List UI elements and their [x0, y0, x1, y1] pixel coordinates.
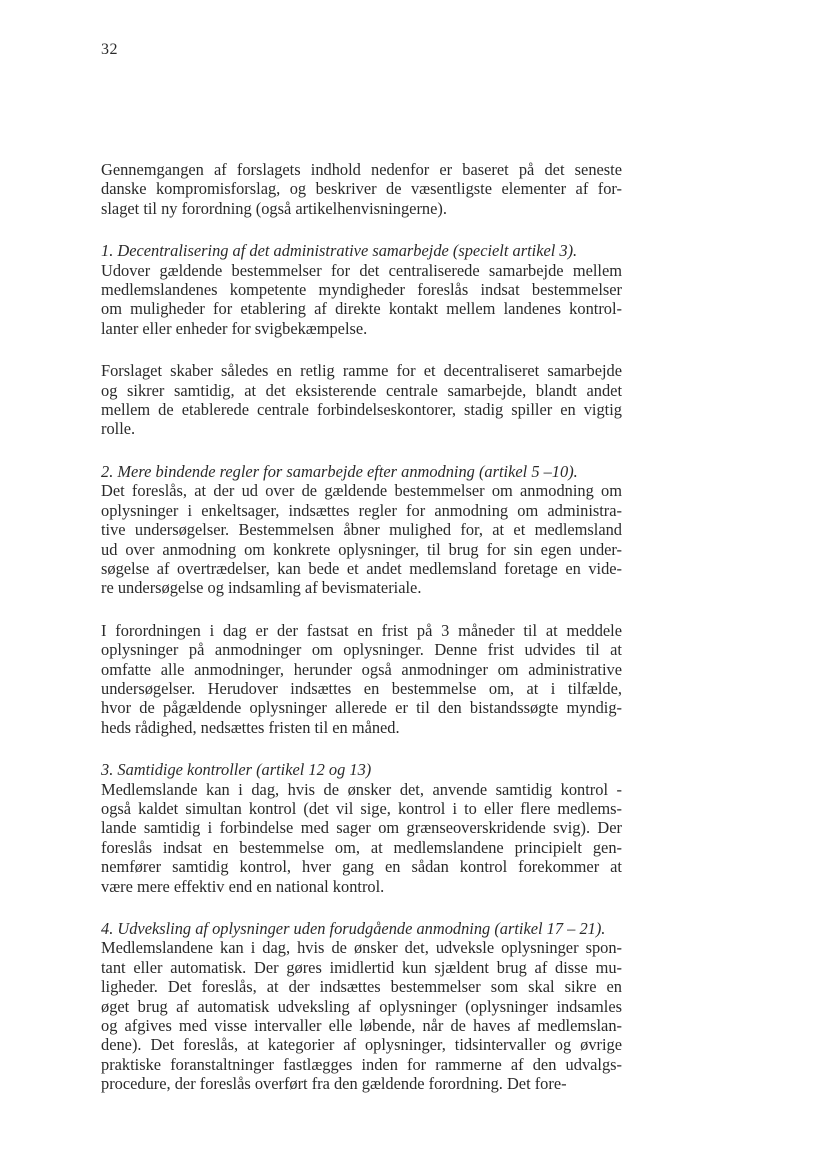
text-line: I forordningen i dag er der fastsat en frist på 3 måneder til at meddele [101, 620, 622, 640]
text-line: praktiske foranstaltninger fastlægges inden for rammerne af den udvalgs- [101, 1054, 622, 1074]
text-line: om muligheder for etablering af direkte kontakt mellem landenes kontrol- [101, 299, 622, 319]
text-line: rolle. [101, 419, 136, 439]
section-6 [101, 919, 622, 1094]
section-heading: 2. Mere bindende regler for samarbejde efter anmodning (artikel 5 –10). [101, 461, 578, 481]
section-paragraph [101, 938, 622, 1093]
text-line: lande samtidig i forbindelse med sager om grænseoverskridende svig). Der [101, 818, 622, 838]
section-3 [101, 462, 622, 598]
text-line: procedure, der foreslås overført fra den gældende forordning. Det fore- [101, 1074, 567, 1094]
text-line: dene). Det foreslås, at kategorier af oplysninger, tidsintervaller og øvrige [101, 1035, 622, 1055]
section-5 [101, 760, 622, 896]
text-line: foreslås indsat en bestemmelse om, at medlemslandene principielt gen- [101, 837, 622, 857]
section-heading: 1. Decentralisering af det administrative samarbejde (specielt artikel 3). [101, 241, 578, 261]
text-line: Medlemslande kan i dag, hvis de ønsker det, anvende samtidig kontrol - [101, 779, 622, 799]
sections [101, 241, 622, 1093]
text-line: slaget til ny forordning (også artikelhenvisningerne). [101, 198, 447, 218]
text-line: heds rådighed, nedsættes fristen til en måned. [101, 717, 400, 737]
text-line: hvor de pågældende oplysninger allerede er til den bistandssøgte myndig- [101, 698, 622, 718]
text-line: Gennemgangen af forslagets indhold nedenfor er baseret på det seneste [101, 160, 622, 179]
text-line: og afgives med visse intervaller elle løbende, når de haves af medlemslan- [101, 1016, 622, 1036]
text-line: nemfører samtidig kontrol, hver gang en sådan kontrol forekommer at [101, 857, 622, 877]
section-paragraph [101, 261, 622, 339]
text-line: være mere effektiv end en national kontrol. [101, 876, 385, 896]
text-line: ligheder. Det foreslås, at der indsættes bestemmelser som skal sikre en [101, 977, 622, 997]
text-line: Medlemslandene kan i dag, hvis de ønsker det, udveksle oplysninger spon- [101, 938, 622, 958]
text-line: re undersøgelse og indsamling af bevismateriale. [101, 578, 422, 598]
text-line: medlemslandenes kompetente myndigheder foreslås indsat bestemmelser [101, 280, 622, 300]
section-paragraph [101, 780, 622, 896]
page-number: 32 [101, 41, 118, 58]
text-line: søgelse af overtrædelser, kan bede et andet medlemsland foretage en vide- [101, 558, 622, 578]
section-heading: 3. Samtidige kontroller (artikel 12 og 13) [101, 760, 372, 780]
text-line: øget brug af automatisk udveksling af oplysninger (oplysninger indsamles [101, 996, 622, 1016]
text-line: tant eller automatisk. Der gøres imidlertid kun sjældent brug af disse mu- [101, 957, 622, 977]
section-1 [101, 241, 622, 338]
text-line: lanter eller enheder for svigbekæmpelse. [101, 318, 368, 338]
text-line: omfatte alle anmodninger, herunder også anmodninger om administrative [101, 659, 622, 679]
section-4 [101, 621, 622, 737]
text-line: og sikrer samtidig, at det eksisterende centrale samarbejde, blandt andet [101, 380, 622, 400]
text-line: mellem de etablerede centrale forbindelseskontorer, stadig spiller en vigtig [101, 400, 622, 420]
text-line: undersøgelser. Herudover indsættes en bestemmelse om, at i tilfælde, [101, 678, 622, 698]
intro-paragraph [101, 160, 622, 218]
text-line: tive undersøgelser. Bestemmelsen åbner mulighed for, at et medlemsland [101, 520, 622, 540]
section-heading: 4. Udveksling af oplysninger uden forudgående anmodning (artikel 17 – 21). [101, 919, 606, 938]
text-line: ud over anmodning om konkrete oplysninger, til brug for sin egen under- [101, 539, 622, 559]
text-line: også kaldet simultan kontrol (det vil sige, kontrol i to eller flere medlems- [101, 798, 622, 818]
document-body [101, 160, 622, 1117]
text-line: Udover gældende bestemmelser for det centraliserede samarbejde mellem [101, 260, 622, 280]
text-line: oplysninger på anmodninger om oplysninger. Denne frist udvides til at [101, 640, 622, 660]
text-line: danske kompromisforslag, og beskriver de væsentligste elementer af for- [101, 179, 622, 199]
text-line: Forslaget skaber således en retlig ramme for et decentraliseret samarbejde [101, 361, 622, 381]
text-line: Det foreslås, at der ud over de gældende bestemmelser om anmodning om [101, 481, 622, 501]
section-paragraph [101, 481, 622, 597]
section-paragraph [101, 361, 622, 439]
text-line: oplysninger i enkeltsager, indsættes regler for anmodning om administra- [101, 500, 622, 520]
section-paragraph [101, 621, 622, 737]
section-2 [101, 361, 622, 439]
